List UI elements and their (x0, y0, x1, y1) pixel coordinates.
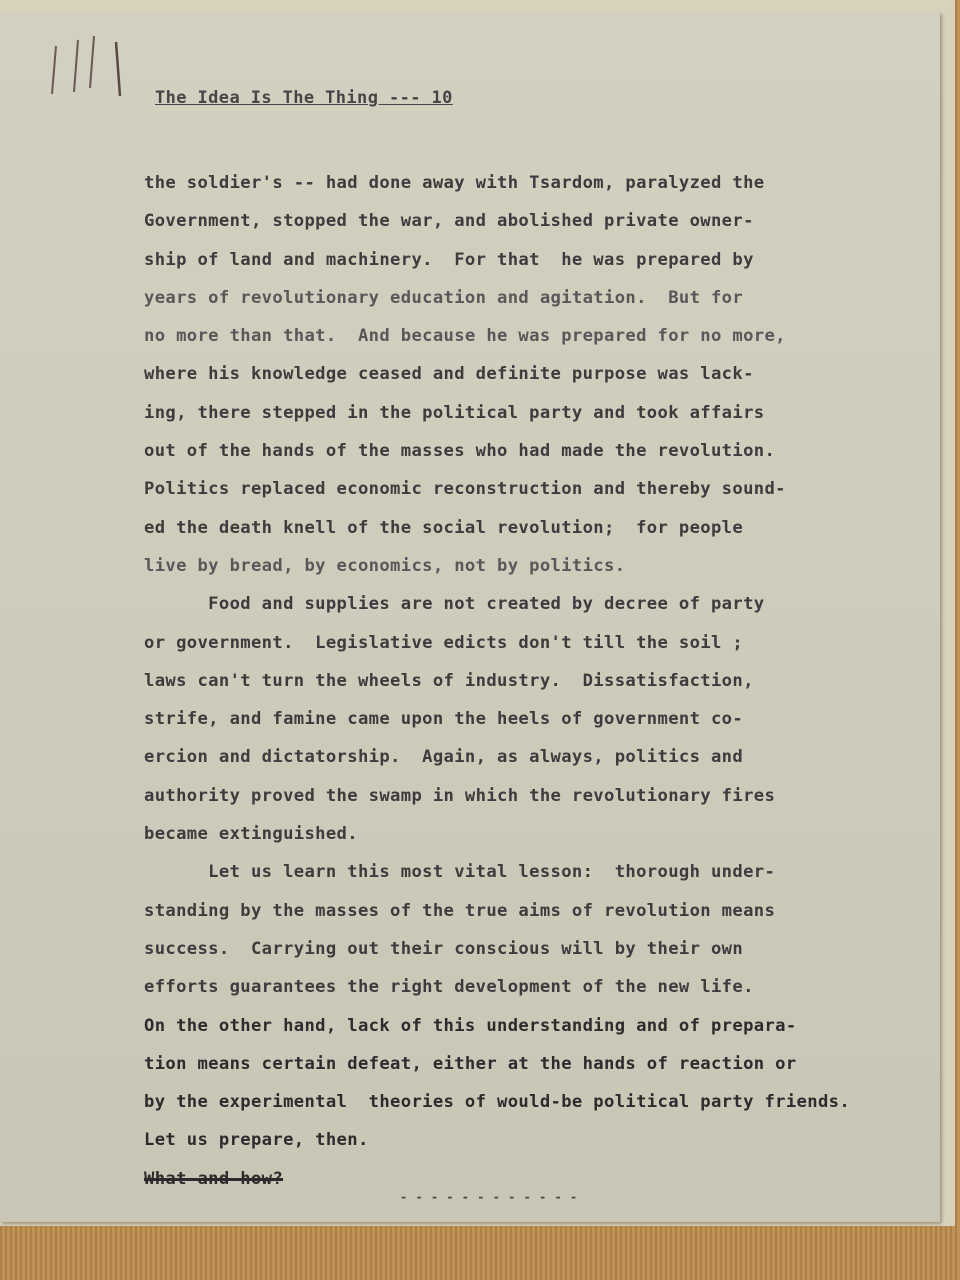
text-line: where his knowledge ceased and definite purpose was lack- (144, 364, 754, 385)
end-of-page-rule: - - - - - - - - - - - - (400, 1190, 578, 1204)
page-body (144, 164, 924, 1198)
pen-tally-marks (48, 32, 138, 102)
text-line: Government, stopped the war, and abolished private owner- (144, 211, 754, 232)
text-line: authority proved the swamp in which the revolutionary fires (144, 785, 776, 806)
text-line: the soldier's -- had done away with Tsardom, paralyzed the (144, 173, 765, 193)
text-line: no more than that. And because he was prepared for no more, (144, 326, 786, 347)
text-line: by the experimental theories of would-be political party friends. (144, 1092, 851, 1113)
text-line: On the other hand, lack of this understanding and of prepara- (144, 1015, 797, 1036)
text-line: or government. Legislative edicts don't till the soil ; (144, 632, 744, 653)
text-line: tion means certain defeat, either at the hands of reaction or (144, 1053, 797, 1074)
text-line: ed the death knell of the social revolution; for people (144, 517, 744, 538)
text-line: became extinguished. (144, 824, 358, 845)
text-line: strife, and famine came upon the heels of government co- (144, 709, 744, 730)
text-line: Let us learn this most vital lesson: thorough under- (144, 862, 776, 883)
text-line: ship of land and machinery. For that he was prepared by (144, 249, 754, 270)
text-line: Let us prepare, then. (144, 1130, 369, 1151)
text-line: efforts guarantees the right development of the new life. (144, 977, 754, 998)
text-line: out of the hands of the masses who had made the revolution. (144, 441, 776, 462)
text-line: success. Carrying out their conscious will by their own (144, 938, 744, 959)
page-title: The Idea Is The Thing --- 10 (155, 88, 453, 108)
text-line: Food and supplies are not created by decree of party (144, 594, 765, 615)
struck-out-line: What and how? (144, 1168, 284, 1189)
text-line: standing by the masses of the true aims of revolution means (144, 900, 776, 921)
text-line: ing, there stepped in the political party and took affairs (144, 402, 765, 423)
text-line: Politics replaced economic reconstruction and thereby sound- (144, 479, 786, 500)
text-line: ercion and dictatorship. Again, as always, politics and (144, 747, 744, 768)
text-line: live by bread, by economics, not by politics. (144, 555, 626, 576)
text-line: years of revolutionary education and agitation. But for (144, 287, 744, 308)
typewritten-page (0, 12, 940, 1222)
text-line: laws can't turn the wheels of industry. Dissatisfaction, (144, 670, 754, 691)
